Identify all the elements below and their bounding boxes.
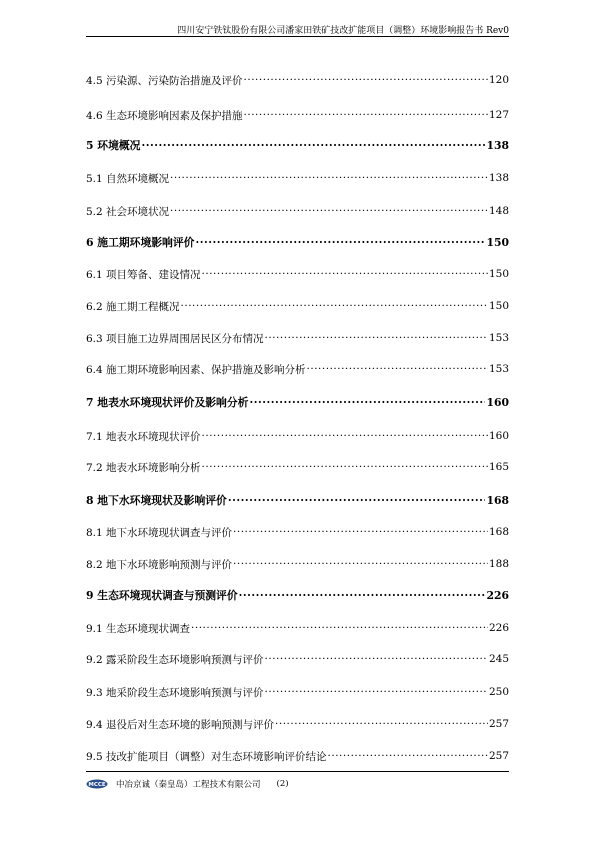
toc-entry-title: 6.4 施工期环境影响因素、保护措施及影响分析 bbox=[86, 363, 306, 376]
footer-rule bbox=[86, 771, 509, 772]
toc-entry-title: 7 地表水环境现状评价及影响分析 bbox=[86, 395, 249, 409]
toc-entry[interactable] bbox=[86, 135, 509, 155]
toc-leader-dots bbox=[202, 430, 488, 442]
toc-entry-page: 150 bbox=[486, 235, 509, 249]
toc-entry-title: 6.3 项目施工边界周围居民区分布情况 bbox=[86, 332, 264, 345]
toc-entry-page: 153 bbox=[488, 332, 509, 344]
toc-entry-title: 8.2 地下水环境影响预测与评价 bbox=[86, 558, 233, 571]
toc-entry[interactable] bbox=[86, 746, 509, 766]
toc-entry-page: 127 bbox=[488, 109, 509, 121]
toc-entry-page: 168 bbox=[488, 526, 509, 538]
toc-entry[interactable] bbox=[86, 232, 509, 252]
toc-leader-dots bbox=[228, 494, 486, 507]
toc-entry[interactable] bbox=[86, 522, 509, 542]
toc-entry[interactable] bbox=[86, 359, 509, 379]
toc-entry[interactable] bbox=[86, 714, 509, 734]
toc-entry[interactable] bbox=[86, 201, 509, 221]
toc-leader-dots bbox=[275, 718, 488, 730]
toc-leader-dots bbox=[239, 589, 486, 602]
toc-entry-page: 138 bbox=[488, 172, 509, 184]
toc-entry-title: 9.5 技改扩能项目（调整）对生态环境影响评价结论 bbox=[86, 750, 327, 763]
toc-leader-dots bbox=[181, 300, 488, 312]
toc-entry-title: 6.1 项目筹备、建设情况 bbox=[86, 268, 201, 281]
toc-entry[interactable] bbox=[86, 554, 509, 574]
toc-leader-dots bbox=[328, 750, 488, 762]
toc-entry-page: 245 bbox=[488, 653, 509, 665]
toc-entry-title: 5.2 社会环境状况 bbox=[86, 205, 170, 218]
toc-entry-title: 9.2 露采阶段生态环境影响预测与评价 bbox=[86, 653, 264, 666]
toc-entry[interactable] bbox=[86, 105, 509, 125]
toc-entry-title: 7.1 地表水环境现状评价 bbox=[86, 430, 201, 443]
toc-leader-dots bbox=[244, 74, 488, 86]
toc-leader-dots bbox=[249, 396, 485, 409]
toc-entry[interactable] bbox=[86, 585, 509, 605]
toc-leader-dots bbox=[244, 109, 488, 121]
document-header: 四川安宁铁钛股份有限公司潘家田铁矿技改扩能项目（调整）环境影响报告书 Rev0 bbox=[177, 26, 509, 36]
toc-leader-dots bbox=[202, 461, 488, 473]
toc-leader-dots bbox=[265, 653, 488, 665]
toc-entry-page: 226 bbox=[486, 588, 509, 602]
toc-entry-page: 257 bbox=[488, 750, 509, 762]
toc-entry[interactable] bbox=[86, 264, 509, 284]
toc-entry[interactable] bbox=[86, 70, 509, 90]
toc-leader-dots bbox=[233, 526, 488, 538]
toc-leader-dots bbox=[141, 139, 485, 152]
toc-entry-page: 165 bbox=[488, 461, 509, 473]
toc-leader-dots bbox=[170, 205, 488, 217]
toc-entry[interactable] bbox=[86, 618, 509, 638]
toc-entry[interactable] bbox=[86, 168, 509, 188]
toc-entry-title: 9.4 退役后对生态环境的影响预测与评价 bbox=[86, 718, 275, 731]
toc-entry-title: 6 施工期环境影响评价 bbox=[86, 235, 195, 249]
toc-entry[interactable] bbox=[86, 457, 509, 477]
toc-entry-page: 150 bbox=[488, 300, 509, 312]
toc-leader-dots bbox=[265, 332, 488, 344]
toc-entry-page: 257 bbox=[488, 718, 509, 730]
toc-entry[interactable] bbox=[86, 682, 509, 702]
toc-entry-title: 5 环境概况 bbox=[86, 138, 141, 152]
toc-leader-dots bbox=[195, 236, 485, 249]
footer-company: 中冶京诚（秦皇岛）工程技术有限公司 bbox=[116, 780, 261, 790]
toc-entry-title: 4.6 生态环境影响因素及保护措施 bbox=[86, 109, 243, 122]
toc-entry-title: 7.2 地表水环境影响分析 bbox=[86, 461, 201, 474]
toc-entry[interactable] bbox=[86, 328, 509, 348]
toc-leader-dots bbox=[265, 686, 488, 698]
toc-entry[interactable] bbox=[86, 490, 509, 510]
toc-entry-title: 4.5 污染源、污染防治措施及评价 bbox=[86, 74, 243, 87]
toc-entry-title: 9.1 生态环境现状调查 bbox=[86, 622, 191, 635]
toc-entry-page: 160 bbox=[486, 395, 509, 409]
toc-entry-page: 160 bbox=[488, 430, 509, 442]
toc-leader-dots bbox=[307, 363, 488, 375]
svg-text:MCCE: MCCE bbox=[88, 782, 106, 789]
toc-entry-title: 9.3 地采阶段生态环境影响预测与评价 bbox=[86, 686, 264, 699]
toc-entry-title: 8 地下水环境现状及影响评价 bbox=[86, 493, 227, 507]
toc-entry-title: 8.1 地下水环境现状调查与评价 bbox=[86, 526, 233, 539]
toc-entry-page: 148 bbox=[488, 205, 509, 217]
toc-entry-page: 188 bbox=[488, 558, 509, 570]
toc-entry-title: 6.2 施工期工程概况 bbox=[86, 300, 180, 313]
toc-entry[interactable] bbox=[86, 426, 509, 446]
toc-leader-dots bbox=[170, 172, 488, 184]
header-rule bbox=[86, 36, 509, 37]
toc-entry-page: 120 bbox=[488, 74, 509, 86]
toc-leader-dots bbox=[202, 268, 488, 280]
toc-entry-page: 168 bbox=[486, 493, 509, 507]
toc-leader-dots bbox=[233, 558, 488, 570]
toc-entry-page: 153 bbox=[488, 363, 509, 375]
mcc-logo-icon bbox=[86, 779, 108, 789]
document-footer bbox=[86, 778, 289, 790]
toc-entry-page: 138 bbox=[486, 138, 509, 152]
toc-entry[interactable] bbox=[86, 649, 509, 669]
toc-entry-page: 250 bbox=[488, 686, 509, 698]
toc-entry[interactable] bbox=[86, 296, 509, 316]
toc-entry-page: 226 bbox=[488, 622, 509, 634]
toc-entry[interactable] bbox=[86, 392, 509, 412]
toc-entry-title: 5.1 自然环境概况 bbox=[86, 172, 170, 185]
footer-page-number: (2) bbox=[276, 779, 289, 789]
toc-entry-page: 150 bbox=[488, 268, 509, 280]
toc-entry-title: 9 生态环境现状调查与预测评价 bbox=[86, 588, 238, 602]
toc-leader-dots bbox=[191, 622, 488, 634]
